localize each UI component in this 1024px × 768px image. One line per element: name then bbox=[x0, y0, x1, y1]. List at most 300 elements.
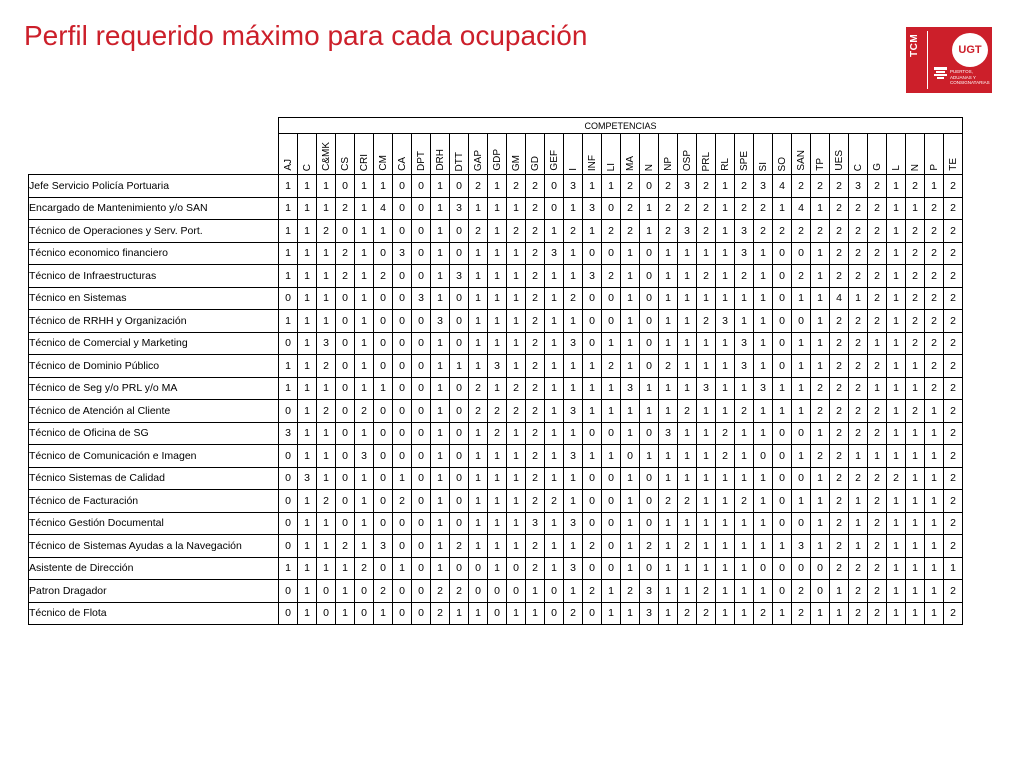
competency-value: 1 bbox=[488, 490, 507, 513]
competency-value: 1 bbox=[621, 265, 640, 288]
group-header-row bbox=[29, 118, 963, 134]
competency-value: 1 bbox=[469, 310, 488, 333]
logo-tcm-text: TCM bbox=[909, 33, 920, 57]
competency-value: 2 bbox=[868, 355, 887, 378]
tcm-ugt-logo bbox=[906, 27, 992, 93]
competency-value: 1 bbox=[716, 557, 735, 580]
competency-value: 1 bbox=[792, 400, 811, 423]
competency-value: 1 bbox=[298, 355, 317, 378]
competency-value: 2 bbox=[944, 310, 963, 333]
table-row bbox=[29, 197, 963, 220]
occupation-label: Técnico de Facturación bbox=[29, 490, 279, 513]
competency-value: 0 bbox=[450, 400, 469, 423]
column-header bbox=[849, 134, 868, 175]
competency-value: 1 bbox=[716, 197, 735, 220]
competency-value: 1 bbox=[355, 220, 374, 243]
competency-value: 2 bbox=[849, 265, 868, 288]
competency-value: 0 bbox=[412, 422, 431, 445]
column-header bbox=[526, 134, 545, 175]
competency-value: 2 bbox=[868, 310, 887, 333]
competency-value: 1 bbox=[640, 377, 659, 400]
column-header bbox=[830, 134, 849, 175]
competency-value: 0 bbox=[374, 332, 393, 355]
competency-value: 0 bbox=[393, 310, 412, 333]
competency-value: 0 bbox=[412, 580, 431, 603]
competency-value: 1 bbox=[583, 445, 602, 468]
column-header-label: L bbox=[890, 165, 902, 171]
competency-value: 1 bbox=[678, 287, 697, 310]
competency-value: 2 bbox=[564, 220, 583, 243]
column-header bbox=[279, 134, 298, 175]
competency-value: 1 bbox=[469, 332, 488, 355]
competency-value: 1 bbox=[279, 242, 298, 265]
competency-value: 1 bbox=[545, 355, 564, 378]
competency-value: 0 bbox=[336, 490, 355, 513]
competency-value: 1 bbox=[564, 377, 583, 400]
competency-value: 2 bbox=[697, 175, 716, 198]
competency-value: 1 bbox=[887, 400, 906, 423]
competency-value: 3 bbox=[640, 580, 659, 603]
competency-value: 1 bbox=[659, 310, 678, 333]
competency-value: 1 bbox=[678, 355, 697, 378]
competency-value: 2 bbox=[735, 175, 754, 198]
competency-value: 1 bbox=[431, 445, 450, 468]
competency-value: 1 bbox=[298, 310, 317, 333]
competency-value: 3 bbox=[583, 265, 602, 288]
competency-value: 1 bbox=[906, 512, 925, 535]
competency-value: 1 bbox=[906, 355, 925, 378]
competency-value: 1 bbox=[488, 197, 507, 220]
competency-value: 2 bbox=[526, 310, 545, 333]
competency-value: 1 bbox=[545, 287, 564, 310]
competency-value: 1 bbox=[678, 580, 697, 603]
competency-value: 2 bbox=[526, 467, 545, 490]
competency-value: 1 bbox=[355, 332, 374, 355]
competency-value: 2 bbox=[944, 422, 963, 445]
competency-value: 2 bbox=[849, 602, 868, 625]
competency-value: 1 bbox=[298, 400, 317, 423]
competency-value: 1 bbox=[773, 535, 792, 558]
competency-value: 2 bbox=[735, 490, 754, 513]
table-row bbox=[29, 242, 963, 265]
column-header bbox=[393, 134, 412, 175]
table-row bbox=[29, 490, 963, 513]
competency-value: 2 bbox=[355, 400, 374, 423]
competency-value: 2 bbox=[526, 197, 545, 220]
competency-value: 1 bbox=[887, 310, 906, 333]
competency-value: 1 bbox=[716, 467, 735, 490]
competency-value: 3 bbox=[583, 197, 602, 220]
competency-value: 1 bbox=[887, 535, 906, 558]
competency-value: 0 bbox=[640, 287, 659, 310]
competency-value: 0 bbox=[279, 400, 298, 423]
competency-value: 1 bbox=[640, 220, 659, 243]
competency-value: 0 bbox=[393, 220, 412, 243]
competency-value: 3 bbox=[792, 535, 811, 558]
competency-value: 1 bbox=[735, 310, 754, 333]
competency-value: 1 bbox=[602, 332, 621, 355]
competency-value: 1 bbox=[469, 535, 488, 558]
competency-value: 0 bbox=[602, 467, 621, 490]
competency-value: 1 bbox=[298, 265, 317, 288]
competency-value: 1 bbox=[564, 197, 583, 220]
competency-value: 3 bbox=[735, 332, 754, 355]
competency-value: 2 bbox=[868, 287, 887, 310]
competency-value: 1 bbox=[507, 422, 526, 445]
competency-value: 1 bbox=[355, 265, 374, 288]
competency-value: 0 bbox=[393, 355, 412, 378]
competency-value: 0 bbox=[393, 535, 412, 558]
competency-value: 2 bbox=[526, 332, 545, 355]
competency-value: 2 bbox=[830, 400, 849, 423]
competency-value: 1 bbox=[317, 175, 336, 198]
competency-value: 2 bbox=[830, 242, 849, 265]
competency-value: 3 bbox=[298, 467, 317, 490]
competency-value: 1 bbox=[355, 287, 374, 310]
competency-value: 0 bbox=[336, 355, 355, 378]
column-header-label: I bbox=[567, 168, 579, 171]
competency-value: 2 bbox=[849, 242, 868, 265]
occupation-label: Técnico de Dominio Público bbox=[29, 355, 279, 378]
competency-value: 2 bbox=[431, 580, 450, 603]
column-header-label: N bbox=[909, 163, 921, 171]
competency-value: 1 bbox=[488, 512, 507, 535]
competency-value: 1 bbox=[678, 377, 697, 400]
competency-value: 1 bbox=[488, 287, 507, 310]
column-header-label: CA bbox=[396, 157, 408, 171]
competency-value: 2 bbox=[602, 355, 621, 378]
competency-value: 1 bbox=[716, 332, 735, 355]
competency-value: 2 bbox=[431, 602, 450, 625]
competency-value: 2 bbox=[640, 535, 659, 558]
competency-value: 1 bbox=[716, 175, 735, 198]
competency-value: 0 bbox=[393, 512, 412, 535]
competency-value: 1 bbox=[811, 332, 830, 355]
competency-value: 1 bbox=[526, 580, 545, 603]
competency-value: 2 bbox=[355, 557, 374, 580]
competency-value: 2 bbox=[621, 175, 640, 198]
competency-value: 1 bbox=[659, 400, 678, 423]
column-header bbox=[811, 134, 830, 175]
competency-value: 1 bbox=[564, 422, 583, 445]
competency-value: 1 bbox=[925, 580, 944, 603]
competency-value: 1 bbox=[374, 377, 393, 400]
competency-value: 0 bbox=[412, 310, 431, 333]
competency-value: 0 bbox=[773, 287, 792, 310]
competency-value: 0 bbox=[279, 490, 298, 513]
competency-value: 2 bbox=[906, 265, 925, 288]
competency-value: 1 bbox=[583, 220, 602, 243]
competency-value: 3 bbox=[317, 332, 336, 355]
competency-value: 1 bbox=[906, 557, 925, 580]
competency-value: 2 bbox=[830, 445, 849, 468]
competency-value: 2 bbox=[887, 467, 906, 490]
competency-value: 1 bbox=[678, 242, 697, 265]
competency-value: 3 bbox=[355, 445, 374, 468]
competency-value: 1 bbox=[431, 490, 450, 513]
competency-value: 2 bbox=[792, 220, 811, 243]
competency-value: 2 bbox=[317, 400, 336, 423]
competency-value: 0 bbox=[450, 557, 469, 580]
competency-value: 1 bbox=[773, 377, 792, 400]
competency-value: 2 bbox=[507, 400, 526, 423]
competency-value: 1 bbox=[469, 445, 488, 468]
competency-value: 2 bbox=[526, 355, 545, 378]
competency-value: 2 bbox=[526, 535, 545, 558]
column-header-label: OSP bbox=[681, 149, 693, 171]
competency-value: 2 bbox=[735, 197, 754, 220]
competency-value: 0 bbox=[374, 287, 393, 310]
competency-value: 1 bbox=[887, 445, 906, 468]
competency-value: 0 bbox=[640, 422, 659, 445]
competency-value: 2 bbox=[830, 422, 849, 445]
competency-value: 1 bbox=[659, 557, 678, 580]
column-header-label: CM bbox=[377, 155, 389, 171]
column-header bbox=[697, 134, 716, 175]
competency-value: 1 bbox=[621, 400, 640, 423]
competency-value: 0 bbox=[393, 602, 412, 625]
competency-value: 1 bbox=[754, 332, 773, 355]
competency-value: 3 bbox=[545, 242, 564, 265]
occupation-label: Patron Dragador bbox=[29, 580, 279, 603]
competency-value: 1 bbox=[298, 287, 317, 310]
competency-value: 3 bbox=[431, 310, 450, 333]
competency-value: 2 bbox=[469, 400, 488, 423]
competency-value: 3 bbox=[564, 400, 583, 423]
competency-value: 0 bbox=[583, 332, 602, 355]
competency-value: 0 bbox=[792, 557, 811, 580]
competency-value: 0 bbox=[773, 467, 792, 490]
competency-value: 2 bbox=[792, 175, 811, 198]
table-row bbox=[29, 557, 963, 580]
competency-value: 1 bbox=[697, 422, 716, 445]
column-header bbox=[564, 134, 583, 175]
competency-value: 1 bbox=[374, 602, 393, 625]
competency-value: 1 bbox=[450, 355, 469, 378]
competency-value: 1 bbox=[678, 265, 697, 288]
competency-value: 2 bbox=[507, 220, 526, 243]
competency-value: 0 bbox=[412, 265, 431, 288]
competency-value: 1 bbox=[317, 197, 336, 220]
competency-value: 1 bbox=[298, 197, 317, 220]
competency-value: 2 bbox=[849, 377, 868, 400]
competency-value: 2 bbox=[849, 197, 868, 220]
competency-value: 1 bbox=[811, 512, 830, 535]
competency-value: 1 bbox=[849, 287, 868, 310]
competency-value: 1 bbox=[507, 512, 526, 535]
competency-value: 2 bbox=[944, 175, 963, 198]
competency-value: 2 bbox=[526, 265, 545, 288]
competency-value: 0 bbox=[602, 197, 621, 220]
competency-value: 3 bbox=[488, 355, 507, 378]
competency-value: 0 bbox=[279, 580, 298, 603]
competency-value: 1 bbox=[773, 400, 792, 423]
competency-value: 2 bbox=[526, 175, 545, 198]
competency-value: 2 bbox=[811, 175, 830, 198]
competency-value: 2 bbox=[488, 400, 507, 423]
column-header-label: CS bbox=[339, 157, 351, 171]
competency-value: 1 bbox=[469, 490, 488, 513]
competency-value: 3 bbox=[374, 535, 393, 558]
column-header-label: C bbox=[852, 163, 864, 171]
competency-value: 0 bbox=[583, 512, 602, 535]
competency-value: 1 bbox=[298, 220, 317, 243]
column-header bbox=[735, 134, 754, 175]
competency-value: 3 bbox=[564, 332, 583, 355]
column-header-label: N bbox=[643, 163, 655, 171]
competency-value: 0 bbox=[602, 422, 621, 445]
competency-value: 2 bbox=[336, 265, 355, 288]
competency-value: 1 bbox=[469, 242, 488, 265]
competency-value: 1 bbox=[393, 557, 412, 580]
competency-value: 0 bbox=[279, 467, 298, 490]
competency-value: 1 bbox=[355, 197, 374, 220]
competency-value: 1 bbox=[564, 242, 583, 265]
competency-value: 0 bbox=[792, 422, 811, 445]
competency-value: 2 bbox=[336, 535, 355, 558]
competency-value: 0 bbox=[450, 175, 469, 198]
competency-value: 1 bbox=[317, 287, 336, 310]
competency-value: 1 bbox=[868, 332, 887, 355]
column-header-label: GEF bbox=[548, 150, 560, 171]
competency-value: 1 bbox=[659, 377, 678, 400]
competency-value: 1 bbox=[735, 512, 754, 535]
competency-value: 0 bbox=[336, 400, 355, 423]
competency-value: 0 bbox=[355, 602, 374, 625]
competency-value: 1 bbox=[393, 467, 412, 490]
competency-value: 0 bbox=[374, 400, 393, 423]
competency-value: 2 bbox=[336, 197, 355, 220]
competency-value: 1 bbox=[488, 445, 507, 468]
competency-value: 0 bbox=[640, 242, 659, 265]
competency-value: 1 bbox=[431, 197, 450, 220]
competency-value: 1 bbox=[298, 242, 317, 265]
column-header-label: G bbox=[871, 163, 883, 171]
competency-value: 1 bbox=[355, 355, 374, 378]
competency-value: 1 bbox=[735, 287, 754, 310]
competency-value: 1 bbox=[279, 265, 298, 288]
competency-value: 1 bbox=[507, 490, 526, 513]
competency-value: 1 bbox=[317, 467, 336, 490]
competency-value: 1 bbox=[355, 422, 374, 445]
competency-value: 2 bbox=[583, 535, 602, 558]
competency-value: 2 bbox=[659, 355, 678, 378]
column-header bbox=[640, 134, 659, 175]
competency-value: 0 bbox=[621, 445, 640, 468]
column-header bbox=[545, 134, 564, 175]
competency-value: 0 bbox=[374, 355, 393, 378]
competency-value: 1 bbox=[697, 490, 716, 513]
column-header bbox=[754, 134, 773, 175]
competency-value: 1 bbox=[279, 310, 298, 333]
competency-value: 1 bbox=[621, 467, 640, 490]
competency-value: 3 bbox=[849, 175, 868, 198]
competency-value: 2 bbox=[602, 265, 621, 288]
competency-value: 1 bbox=[355, 467, 374, 490]
column-header-label: DRH bbox=[434, 149, 446, 171]
competency-value: 2 bbox=[488, 422, 507, 445]
competency-value: 0 bbox=[640, 512, 659, 535]
competency-value: 0 bbox=[602, 535, 621, 558]
competency-value: 1 bbox=[640, 400, 659, 423]
competency-value: 3 bbox=[754, 377, 773, 400]
table-row bbox=[29, 377, 963, 400]
competency-value: 1 bbox=[583, 175, 602, 198]
competency-value: 1 bbox=[298, 377, 317, 400]
competency-value: 0 bbox=[640, 355, 659, 378]
competency-value: 2 bbox=[469, 175, 488, 198]
column-header bbox=[317, 134, 336, 175]
competency-value: 1 bbox=[545, 557, 564, 580]
competency-value: 1 bbox=[906, 467, 925, 490]
competency-value: 1 bbox=[811, 265, 830, 288]
competency-value: 1 bbox=[602, 400, 621, 423]
competency-value: 1 bbox=[317, 512, 336, 535]
competency-value: 1 bbox=[621, 310, 640, 333]
competency-value: 1 bbox=[564, 355, 583, 378]
competency-value: 1 bbox=[849, 512, 868, 535]
competency-value: 1 bbox=[716, 377, 735, 400]
competency-value: 2 bbox=[925, 265, 944, 288]
competency-value: 2 bbox=[830, 310, 849, 333]
competency-value: 1 bbox=[887, 580, 906, 603]
competency-value: 2 bbox=[697, 310, 716, 333]
column-header bbox=[355, 134, 374, 175]
competency-value: 2 bbox=[678, 490, 697, 513]
competency-value: 3 bbox=[754, 175, 773, 198]
competency-value: 2 bbox=[944, 265, 963, 288]
competency-value: 0 bbox=[374, 557, 393, 580]
column-header bbox=[602, 134, 621, 175]
competency-value: 0 bbox=[374, 242, 393, 265]
competency-value: 1 bbox=[431, 467, 450, 490]
competency-value: 1 bbox=[716, 512, 735, 535]
competency-value: 1 bbox=[545, 512, 564, 535]
competency-value: 1 bbox=[754, 310, 773, 333]
page-title: Perfil requerido máximo para cada ocupación bbox=[24, 20, 588, 51]
competency-value: 1 bbox=[716, 355, 735, 378]
competency-value: 0 bbox=[412, 332, 431, 355]
competency-value: 0 bbox=[811, 580, 830, 603]
competency-value: 1 bbox=[773, 197, 792, 220]
competency-value: 1 bbox=[507, 535, 526, 558]
column-header-label: MA bbox=[624, 156, 636, 171]
competency-value: 1 bbox=[602, 445, 621, 468]
competency-value: 1 bbox=[735, 580, 754, 603]
competency-value: 1 bbox=[811, 287, 830, 310]
competency-value: 1 bbox=[678, 467, 697, 490]
competency-value: 3 bbox=[526, 512, 545, 535]
competency-value: 1 bbox=[431, 377, 450, 400]
competency-value: 1 bbox=[925, 467, 944, 490]
competency-value: 1 bbox=[488, 265, 507, 288]
competency-value: 1 bbox=[906, 197, 925, 220]
competency-value: 1 bbox=[298, 602, 317, 625]
competency-value: 3 bbox=[564, 557, 583, 580]
competency-value: 1 bbox=[507, 287, 526, 310]
competency-value: 1 bbox=[659, 580, 678, 603]
competency-value: 0 bbox=[773, 580, 792, 603]
competency-value: 0 bbox=[545, 580, 564, 603]
competency-value: 2 bbox=[697, 580, 716, 603]
column-header bbox=[716, 134, 735, 175]
competency-value: 2 bbox=[697, 602, 716, 625]
competency-value: 1 bbox=[925, 512, 944, 535]
column-header-label: GM bbox=[510, 154, 522, 171]
competency-value: 1 bbox=[279, 377, 298, 400]
competency-value: 2 bbox=[716, 445, 735, 468]
competency-value: 0 bbox=[754, 445, 773, 468]
